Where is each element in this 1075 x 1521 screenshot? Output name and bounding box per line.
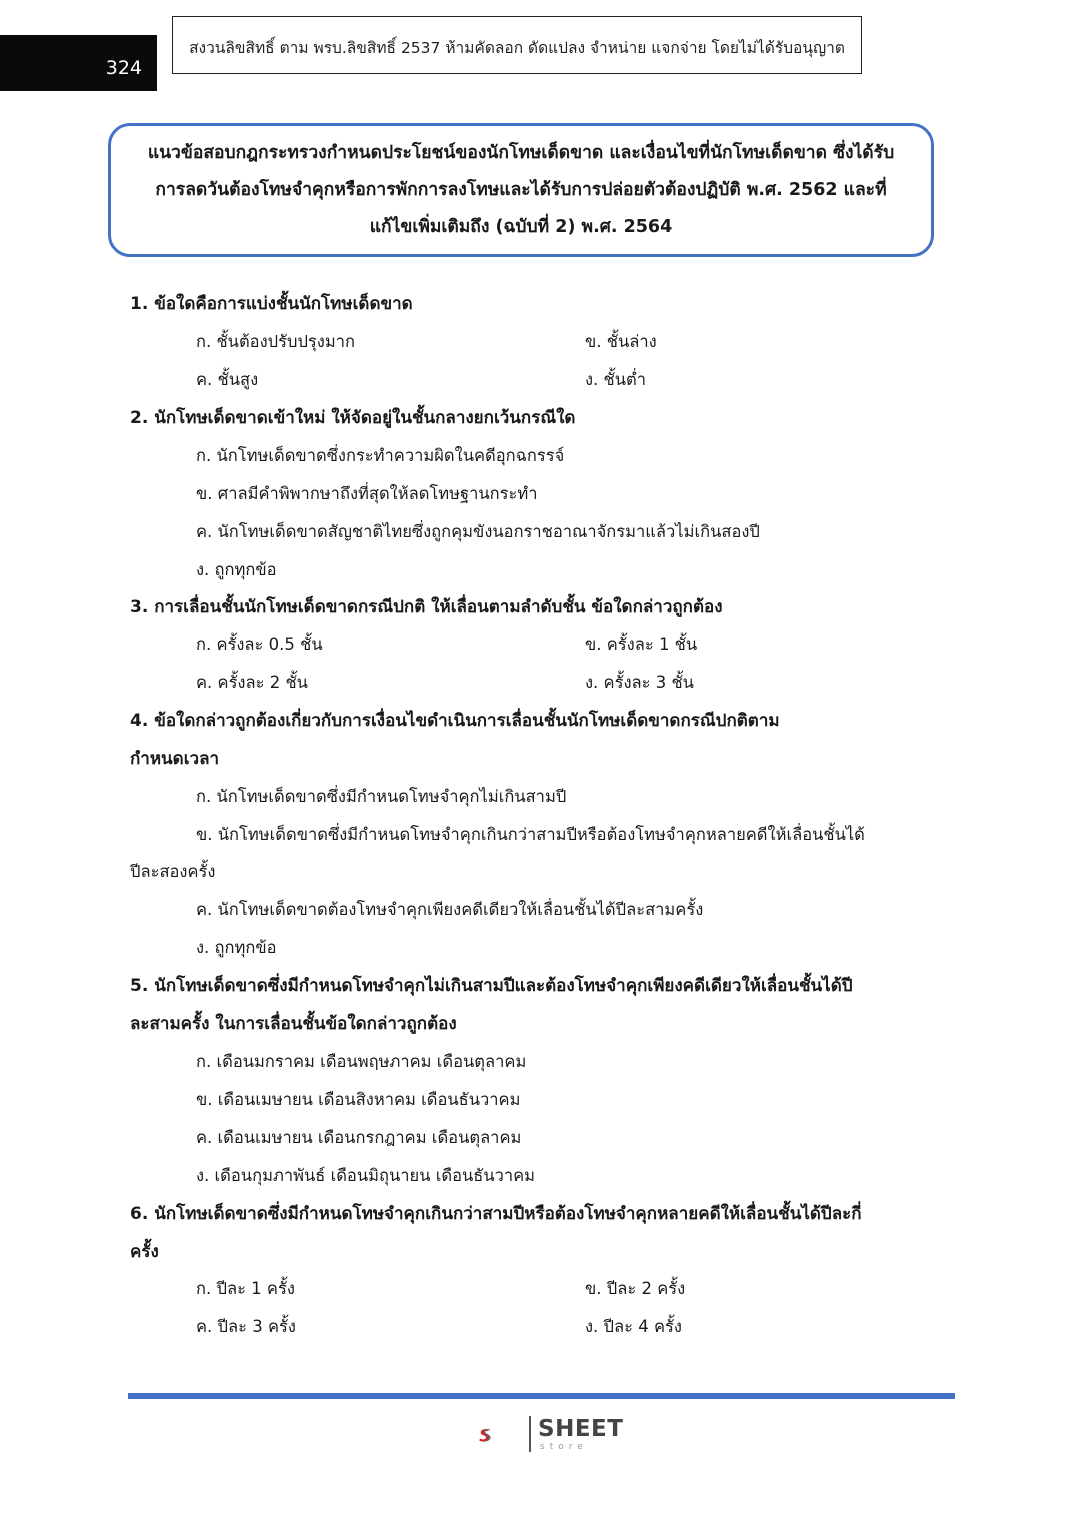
q6-option-d: ง. ปีละ 4 ครั้ง	[585, 1317, 682, 1336]
q4-option-a: ก. นักโทษเด็ดขาดซึ่งมีกำหนดโทษจำคุกไม่เกินสามปี	[196, 787, 567, 806]
q6-option-c: ค. ปีละ 3 ครั้ง	[196, 1317, 296, 1336]
q6-option-a: ก. ปีละ 1 ครั้ง	[196, 1279, 295, 1298]
q1-option-c: ค. ชั้นสูง	[196, 370, 259, 389]
title-box	[108, 123, 934, 257]
title-line-2: การลดวันต้องโทษจำคุกหรือการพักการลงโทษและได้รับการปล่อยตัวต้องปฏิบัติ พ.ศ. 2562 และที่	[155, 179, 887, 200]
title-line-1: แนวข้อสอบกฎกระทรวงกำหนดประโยชน์ของนักโทษเด็ดขาด และเงื่อนไขที่นักโทษเด็ดขาด ซึ่งได้รับ	[147, 142, 895, 163]
page-number: 324	[0, 35, 157, 91]
question-5-line-2: ละสามครั้ง ในการเลื่อนชั้นข้อใดกล่าวถูกต้อง	[130, 1014, 457, 1034]
q2-option-c: ค. นักโทษเด็ดขาดสัญชาติไทยซึ่งถูกคุมขังนอกราชอาณาจักรมาแล้วไม่เกินสองปี	[196, 522, 760, 541]
q3-option-c: ค. ครั้งละ 2 ชั้น	[196, 673, 308, 692]
q2-option-a: ก. นักโทษเด็ดขาดซึ่งกระทำความผิดในคดีอุกฉกรรจ์	[196, 446, 565, 465]
q5-option-c: ค. เดือนเมษายน เดือนกรกฎาคม เดือนตุลาคม	[196, 1128, 522, 1147]
q1-option-b: ข. ชั้นล่าง	[585, 332, 657, 351]
question-2: 2. นักโทษเด็ดขาดเข้าใหม่ ให้จัดอยู่ในชั้นกลางยกเว้นกรณีใด	[130, 408, 576, 428]
question-4-line-1: 4. ข้อใดกล่าวถูกต้องเกี่ยวกับการเงื่อนไขดำเนินการเลื่อนชั้นนักโทษเด็ดขาดกรณีปกติตาม	[130, 711, 780, 731]
logo-wordmark: SHEET	[538, 1416, 624, 1442]
question-6-line-1: 6. นักโทษเด็ดขาดซึ่งมีกำหนดโทษจำคุกเกินกว่าสามปีหรือต้องโทษจำคุกหลายคดีให้เลื่อนชั้นได้ปีละกี่	[130, 1204, 862, 1224]
q4-option-c: ค. นักโทษเด็ดขาดต้องโทษจำคุกเพียงคดีเดียวให้เลื่อนชั้นได้ปีละสามครั้ง	[196, 900, 704, 919]
q3-option-b: ข. ครั้งละ 1 ชั้น	[585, 635, 698, 654]
question-3: 3. การเลื่อนชั้นนักโทษเด็ดขาดกรณีปกติ ให้เลื่อนตามลำดับชั้น ข้อใดกล่าวถูกต้อง	[130, 597, 723, 617]
question-1: 1. ข้อใดคือการแบ่งชั้นนักโทษเด็ดขาด	[130, 294, 413, 314]
q3-option-d: ง. ครั้งละ 3 ชั้น	[585, 673, 694, 692]
q4-option-b-cont: ปีละสองครั้ง	[130, 862, 216, 881]
copyright-notice: สงวนลิขสิทธิ์ ตาม พรบ.ลิขสิทธิ์ 2537 ห้ามคัดลอก ดัดแปลง จำหน่าย แจกจ่าย โดยไม่ได้รับอนุญาต	[172, 16, 862, 74]
q5-option-d: ง. เดือนกุมภาพันธ์ เดือนมิถุนายน เดือนธันวาคม	[196, 1166, 536, 1185]
question-5-line-1: 5. นักโทษเด็ดขาดซึ่งมีกำหนดโทษจำคุกไม่เกินสามปีและต้องโทษจำคุกเพียงคดีเดียวให้เลื่อนชั้นได้ปี	[130, 976, 853, 996]
q3-option-a: ก. ครั้งละ 0.5 ชั้น	[196, 635, 323, 654]
q2-option-d: ง. ถูกทุกข้อ	[196, 560, 277, 579]
question-4-line-2: กำหนดเวลา	[130, 749, 220, 769]
q1-option-d: ง. ชั้นต่ำ	[585, 370, 647, 389]
logo-separator	[529, 1416, 531, 1452]
q5-option-a: ก. เดือนมกราคม เดือนพฤษภาคม เดือนตุลาคม	[196, 1052, 527, 1071]
sheet-store-logo-icon	[478, 1412, 528, 1458]
question-6-line-2: ครั้ง	[130, 1242, 159, 1262]
q1-option-a: ก. ชั้นต้องปรับปรุงมาก	[196, 332, 355, 351]
q6-option-b: ข. ปีละ 2 ครั้ง	[585, 1279, 686, 1298]
q4-option-d: ง. ถูกทุกข้อ	[196, 938, 277, 957]
footer-divider	[128, 1393, 955, 1399]
q2-option-b: ข. ศาลมีคำพิพากษาถึงที่สุดให้ลดโทษฐานกระทำ	[196, 484, 538, 503]
q5-option-b: ข. เดือนเมษายน เดือนสิงหาคม เดือนธันวาคม	[196, 1090, 521, 1109]
title-line-3: แก้ไขเพิ่มเติมถึง (ฉบับที่ 2) พ.ศ. 2564	[369, 216, 673, 237]
logo-subtext: store	[540, 1442, 588, 1452]
q4-option-b: ข. นักโทษเด็ดขาดซึ่งมีกำหนดโทษจำคุกเกินกว่าสามปีหรือต้องโทษจำคุกหลายคดีให้เลื่อนชั้นได้	[196, 825, 865, 844]
